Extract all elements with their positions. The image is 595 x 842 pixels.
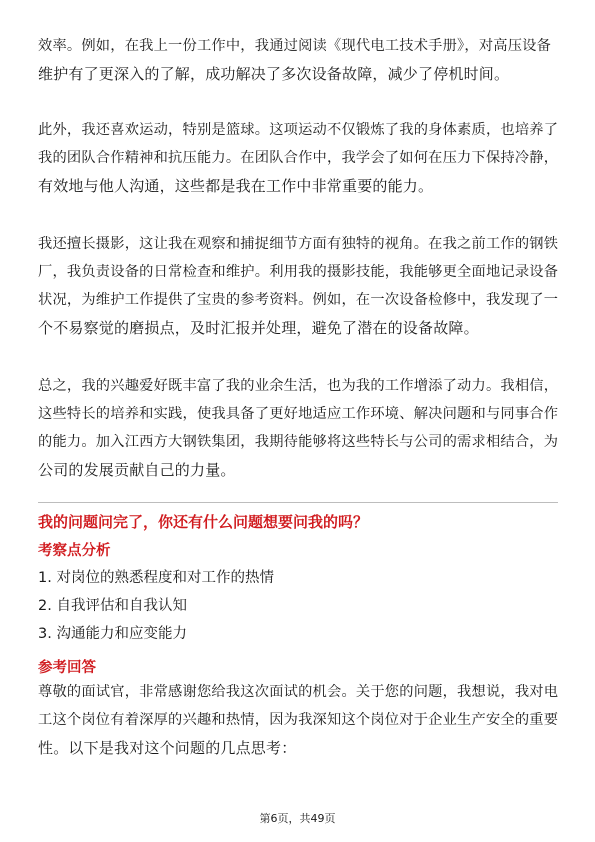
paragraph-line: 尊敬的面试官，非常感谢您给我这次面试的机会。关于您的问题，我想说，我对电 [38, 684, 559, 700]
paragraph-line: 性。以下是我对这个问题的几点思考： [38, 739, 297, 757]
paragraph-line: 总之，我的兴趣爱好既丰富了我的业余生活，也为我的工作增添了动力。我相信， [38, 378, 559, 394]
paragraph-line: 此外，我还喜欢运动，特别是篮球。这项运动不仅锻炼了我的身体素质，也培养了 [38, 122, 559, 138]
paragraph-line: 厂，我负责设备的日常检查和维护。利用我的摄影技能，我能够更全面地记录设备 [38, 264, 559, 280]
interview-question: 我的问题问完了，你还有什么问题想要问我的吗？ [38, 513, 369, 531]
paragraph-line: 维护有了更深入的了解，成功解决了多次设备故障，减少了停机时间。 [38, 65, 510, 83]
analysis-heading: 考察点分析 [38, 543, 111, 559]
paragraph-line: 个不易察觉的磨损点，及时汇报并处理，避免了潜在的设备故障。 [38, 319, 479, 337]
page-number-footer: 第6页，共49页 [259, 812, 336, 825]
paragraph-sports [38, 116, 558, 200]
paragraph-conclusion [38, 372, 558, 484]
paragraph-line: 状况，为维护工作提供了宝贵的参考资料。例如，在一次设备检修中，我发现了一 [38, 292, 559, 308]
paragraph-line: 公司的发展贡献自己的力量。 [38, 461, 236, 479]
paragraph-line: 这些特长的培养和实践，使我具备了更好地适应工作环境、解决问题和与同事合作 [38, 406, 559, 422]
paragraph-line: 我的团队合作精神和抗压能力。在团队合作中，我学会了如何在压力下保持冷静， [38, 150, 559, 166]
analysis-item: 1. 对岗位的熟悉程度和对工作的热情 [38, 570, 274, 586]
analysis-item: 3. 沟通能力和应变能力 [38, 626, 187, 642]
analysis-item: 2. 自我评估和自我认知 [38, 598, 187, 614]
paragraph-photography [38, 230, 558, 342]
reference-heading: 参考回答 [38, 660, 96, 676]
paragraph-line: 效率。例如，在我上一份工作中，我通过阅读《现代电工技术手册》，对高压设备 [38, 38, 552, 54]
paragraph-efficiency [38, 32, 558, 88]
paragraph-line: 工这个岗位有着深厚的兴趣和热情，因为我深知这个岗位对于企业生产安全的重要 [38, 712, 559, 728]
paragraph-line: 我还擅长摄影，这让我在观察和捕捉细节方面有独特的视角。在我之前工作的钢铁 [38, 236, 559, 252]
reference-answer [38, 678, 558, 762]
paragraph-line: 有效地与他人沟通，这些都是我在工作中非常重要的能力。 [38, 177, 434, 195]
section-divider [38, 502, 558, 503]
paragraph-line: 的能力。加入江西方大钢铁集团，我期待能够将这些特长与公司的需求相结合，为 [38, 434, 559, 450]
